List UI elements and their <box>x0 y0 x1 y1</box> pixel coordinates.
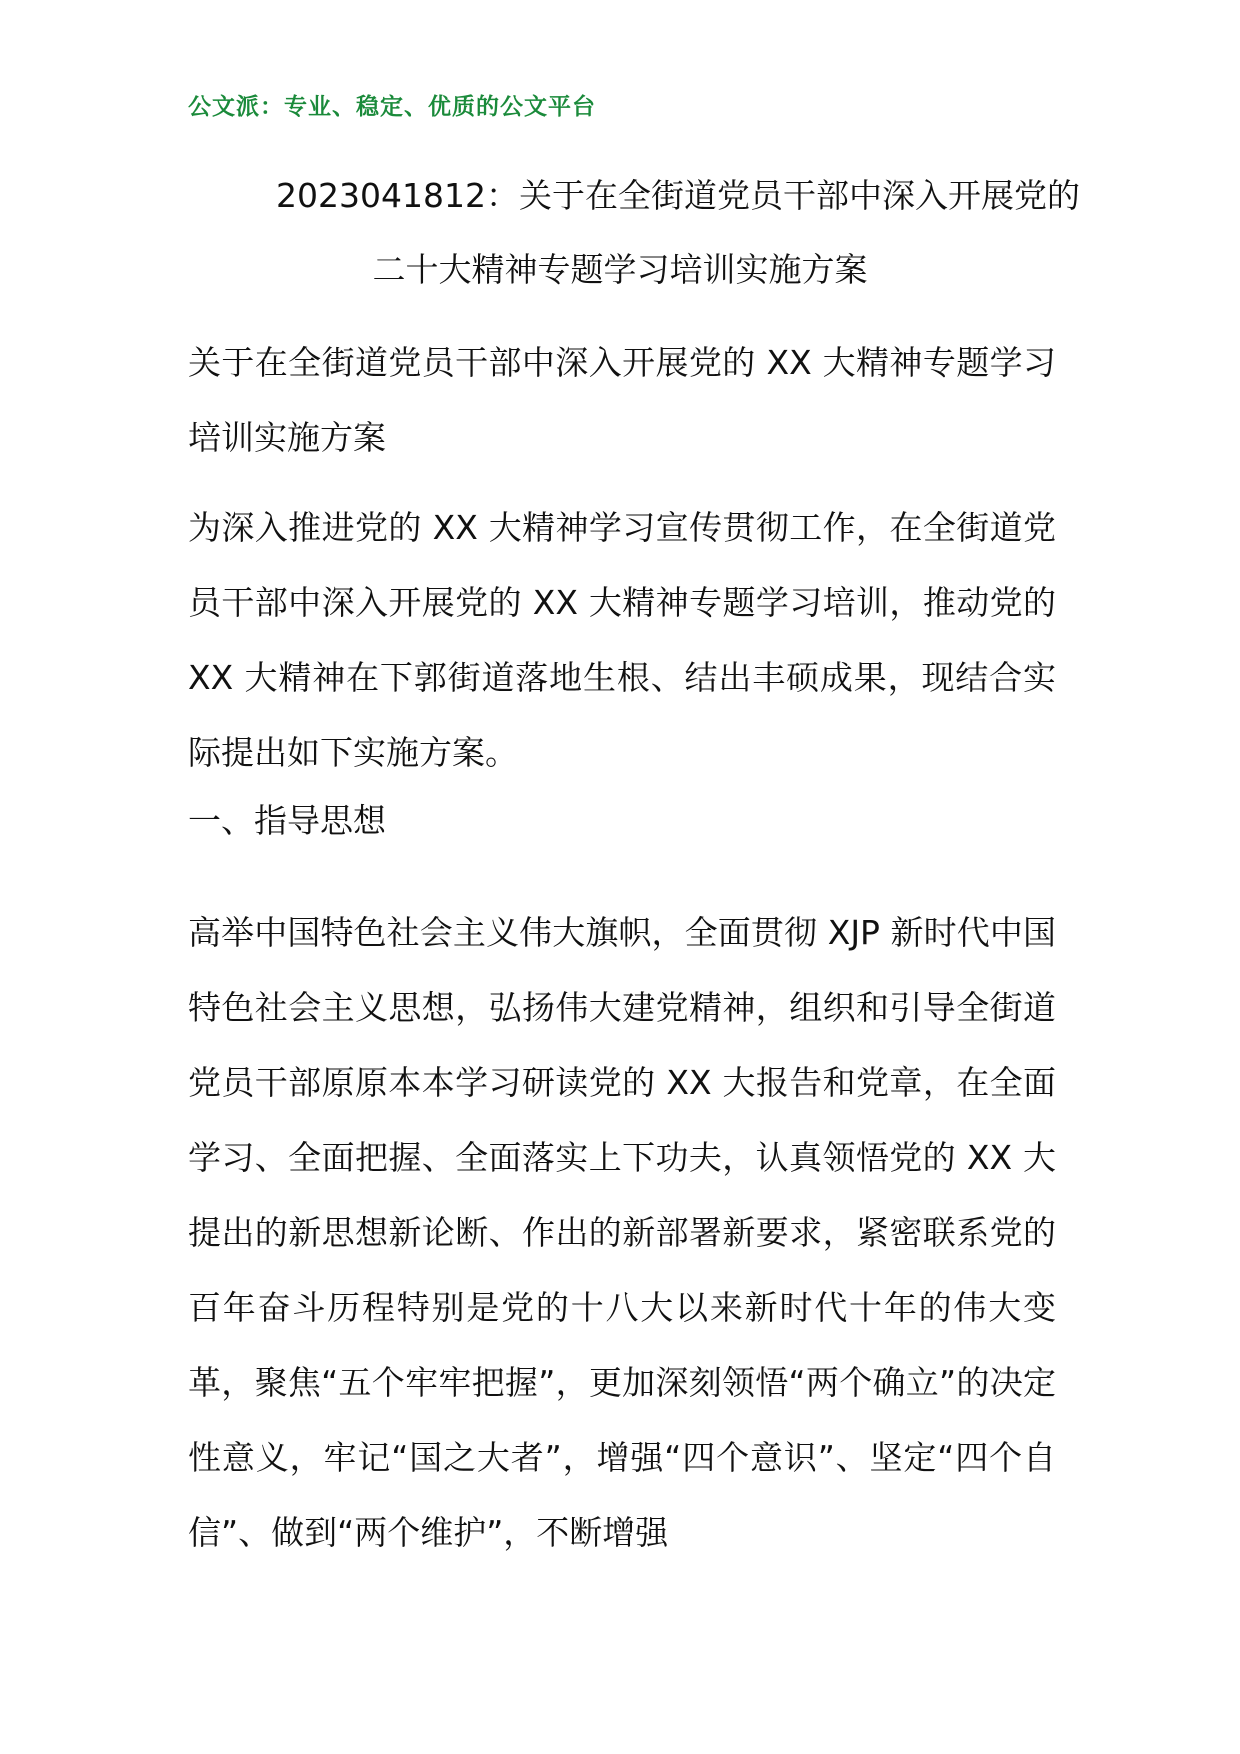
document-subtitle: 关于在全街道党员干部中深入开展党的 XX 大精神专题学习培训实施方案 <box>188 343 1056 457</box>
section-heading: 一、指导思想 <box>188 801 386 840</box>
intro-paragraph: 为深入推进党的 XX 大精神学习宣传贯彻工作，在全街道党员干部中深入开展党的 XX 大精神专题学习培训，推动党的 XX 大精神在下郭街道落地生根、结出丰硕成果，现结合实际提出如下实施方案。 <box>188 508 1056 772</box>
document-title-line-1: 2023041812：关于在全街道党员干部中深入开展党的 <box>276 176 1080 215</box>
section-body-paragraph: 高举中国特色社会主义伟大旗帜，全面贯彻 XJP 新时代中国特色社会主义思想，弘扬伟大建党精神，组织和引导全街道党员干部原原本本学习研读党的 XX 大报告和党章，在全面学习、全面把握、全面落实上下功夫，认真领悟党的 XX 大提出的新思想新论断、作出的新部署新要求，紧密联系党的百年奋斗历程特别是党的十八大以来新时代十年的伟大变革，聚焦“五个牢牢把握”，更加深刻领悟“两个确立”的决定性意义，牢记“国之大者”，增强“四个意识”、坚定“四个自信”、做到“两个维护”，不断增强 <box>188 913 1056 1552</box>
document-title-line-2: 二十大精神专题学习培训实施方案 <box>372 250 868 289</box>
header-brand: 公文派：专业、稳定、优质的公文平台 <box>188 94 596 120</box>
